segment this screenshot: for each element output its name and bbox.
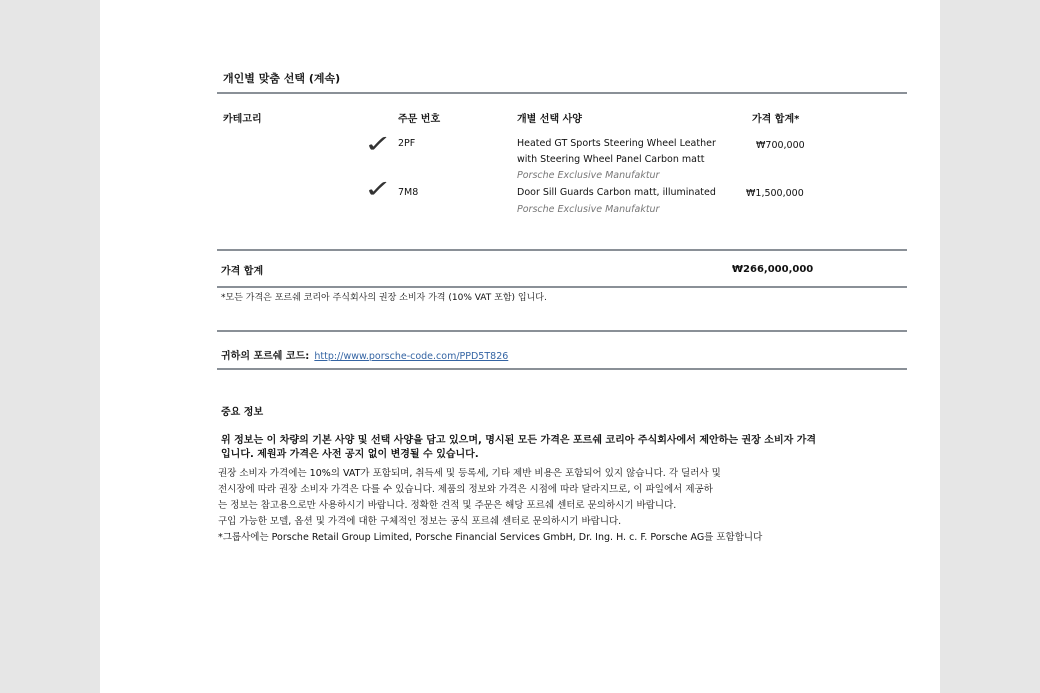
item-maker: Porsche Exclusive Manufaktur [517, 204, 660, 215]
header-order-no: 주문 번호 [398, 114, 441, 125]
divider [217, 330, 907, 332]
info-heading: 중요 정보 [221, 407, 264, 418]
info-bold-text: 위 정보는 이 차량의 기본 사양 및 선택 사양을 담고 있으며, 명시된 모든 가격은 포르쉐 코리아 주식회사에서 제안하는 권장 소비자 가격입니다. 제원과 가격은 사전 공지 없이 변경될 수 있습니다. [221, 435, 817, 460]
item-price: ₩1,500,000 [746, 188, 804, 199]
item-maker: Porsche Exclusive Manufaktur [517, 170, 660, 181]
check-icon: ✓ [363, 130, 393, 158]
info-line: 권장 소비자 가격에는 10%의 VAT가 포함되며, 취득세 및 등록세, 기타 제반 비용은 포함되어 있지 않습니다. 각 딜러사 및 [218, 468, 721, 479]
item-desc: Heated GT Sports Steering Wheel Leather [517, 138, 716, 149]
info-line: *그룹사에는 Porsche Retail Group Limited, Porsche Financial Services GmbH, Dr. Ing. H. c. F. Porsche AG를 포함합니다 [218, 532, 763, 543]
item-price: ₩700,000 [756, 140, 805, 151]
item-code: 7M8 [398, 187, 419, 198]
info-paragraph [218, 466, 818, 546]
divider [217, 92, 907, 94]
total-label: 가격 합계 [221, 266, 264, 277]
header-option: 개별 선택 사양 [517, 114, 582, 125]
info-line: 전시장에 따라 권장 소비자 가격은 다를 수 있습니다. 제품의 정보와 가격은 시점에 따라 달라지므로, 이 파일에서 제공하 [218, 484, 713, 495]
porsche-code-row [221, 344, 508, 363]
code-label: 귀하의 포르쉐 코드: [221, 351, 310, 362]
item-desc: Door Sill Guards Carbon matt, illuminated [517, 187, 716, 198]
check-icon: ✓ [363, 175, 393, 203]
header-category: 카테고리 [223, 114, 262, 125]
document-page [100, 0, 940, 693]
divider [217, 286, 907, 288]
item-code: 2PF [398, 138, 416, 149]
section-title: 개인별 맞춤 선택 (계속) [223, 72, 341, 85]
info-line: 구입 가능한 모델, 옵션 및 가격에 대한 구체적인 정보는 공식 포르쉐 센터로 문의하시기 바랍니다. [218, 516, 622, 527]
header-price: 가격 합계* [752, 114, 800, 125]
total-value: ₩266,000,000 [732, 264, 814, 275]
porsche-code-link[interactable]: http://www.porsche-code.com/PPD5T826 [314, 351, 509, 362]
divider [217, 249, 907, 251]
item-desc-2: with Steering Wheel Panel Carbon matt [517, 154, 705, 165]
divider [217, 368, 907, 370]
info-line: 는 정보는 참고용으로만 사용하시기 바랍니다. 정확한 견적 및 주문은 해당 포르쉐 센터로 문의하시기 바랍니다. [218, 500, 677, 511]
price-note: *모든 가격은 포르쉐 코리아 주식회사의 권장 소비자 가격 (10% VAT 포함) 입니다. [221, 293, 547, 303]
